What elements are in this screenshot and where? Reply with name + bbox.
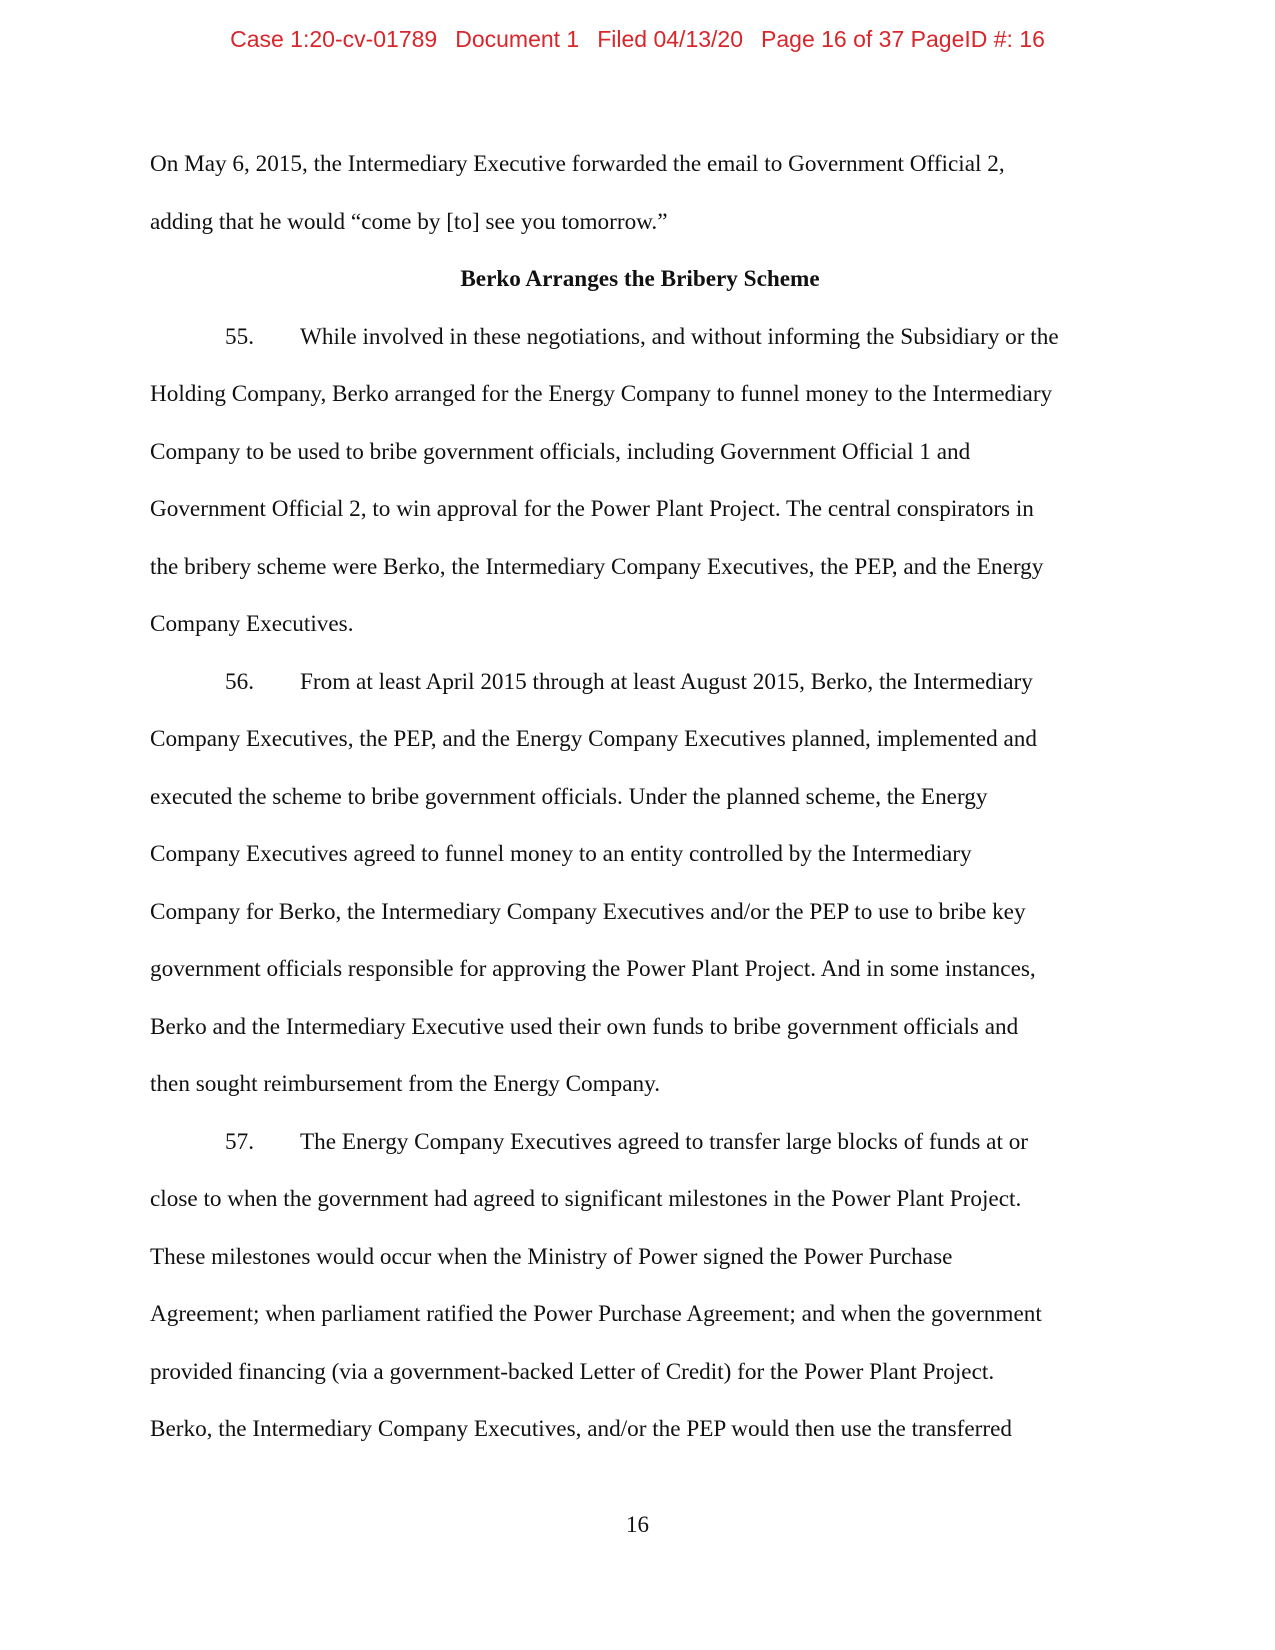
paragraph-line: Company Executives, the PEP, and the Energy Company Executives planned, implemented and (150, 726, 1037, 752)
paragraph-line: Berko and the Intermediary Executive used their own funds to bribe government officials and (150, 1013, 1019, 1040)
paragraph-line: Government Official 2, to win approval for the Power Plant Project. The central conspirators in (150, 496, 1034, 522)
paragraph-line: close to when the government had agreed to significant milestones in the Power Plant Project. (150, 1186, 1022, 1212)
page-id: Page 16 of 37 PageID #: 16 (761, 26, 1045, 52)
paragraph-line: Agreement; when parliament ratified the Power Purchase Agreement; and when the government (150, 1301, 1042, 1327)
document-body (150, 136, 1130, 1459)
paragraph-line: the bribery scheme were Berko, the Intermediary Company Executives, the PEP, and the Energy (150, 553, 1044, 580)
paragraph-line: These milestones would occur when the Ministry of Power signed the Power Purchase (150, 1243, 953, 1270)
intro-line: On May 6, 2015, the Intermediary Executive forwarded the email to Government Official 2, (150, 151, 1005, 177)
document-number: Document 1 (455, 26, 580, 52)
paragraph-line: Holding Company, Berko arranged for the Energy Company to funnel money to the Intermediary (150, 381, 1053, 407)
paragraph-line: then sought reimbursement from the Energy Company. (150, 1071, 661, 1097)
section-heading: Berko Arranges the Bribery Scheme (460, 266, 820, 292)
paragraph-line: From at least April 2015 through at least August 2015, Berko, the Intermediary (300, 668, 1033, 695)
case-header (0, 26, 1275, 53)
paragraph-line: Company to be used to bribe government officials, including Government Official 1 and (150, 438, 971, 465)
page-number: 16 (626, 1512, 649, 1537)
paragraph-line: The Energy Company Executives agreed to transfer large blocks of funds at or (300, 1128, 1029, 1155)
paragraph-55 (150, 309, 1130, 654)
paragraph-number: 55. (225, 323, 254, 350)
intro-line: adding that he would “come by [to] see you tomorrow.” (150, 208, 668, 235)
case-number: Case 1:20-cv-01789 (230, 26, 438, 52)
paragraph-number: 56. (225, 668, 254, 695)
paragraph-line: Berko, the Intermediary Company Executives, and/or the PEP would then use the transferred (150, 1416, 1012, 1442)
paragraph-line: Company Executives agreed to funnel money to an entity controlled by the Intermediary (150, 841, 972, 867)
paragraph-56 (150, 654, 1130, 1114)
paragraph-line: provided financing (via a government-backed Letter of Credit) for the Power Plant Project. (150, 1358, 995, 1385)
paragraph-line: While involved in these negotiations, and without informing the Subsidiary or the (300, 323, 1059, 350)
paragraph-number: 57. (225, 1128, 254, 1155)
paragraph-line: government officials responsible for approving the Power Plant Project. And in some instances, (150, 956, 1036, 982)
paragraph-line: Company for Berko, the Intermediary Company Executives and/or the PEP to use to bribe key (150, 898, 1026, 925)
paragraph-line: executed the scheme to bribe government officials. Under the planned scheme, the Energy (150, 783, 988, 810)
filed-date: Filed 04/13/20 (597, 26, 744, 52)
paragraph-line: Company Executives. (150, 611, 354, 637)
paragraph-57 (150, 1114, 1130, 1459)
